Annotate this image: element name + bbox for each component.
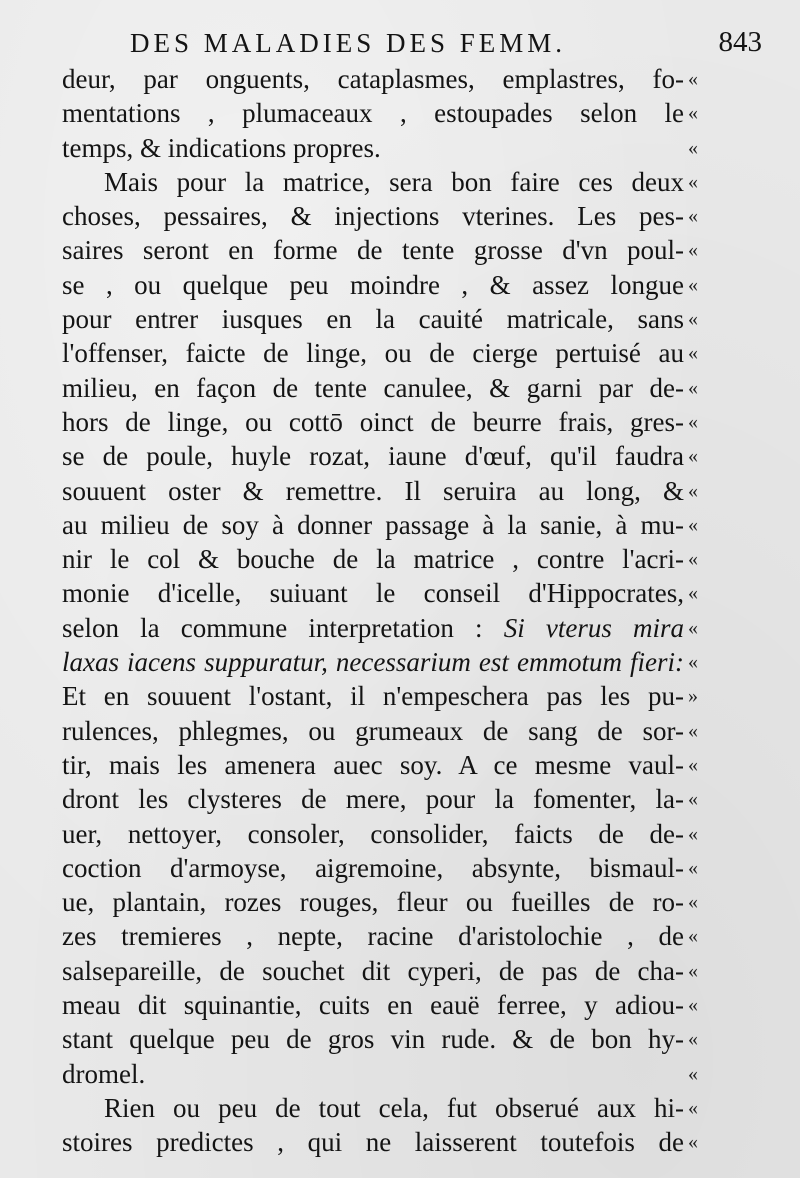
latin-quote-line xyxy=(62,645,684,679)
text-line: se , ou quelque peu moindre , & assez longue xyxy=(62,269,684,300)
text-line: saires seront en forme de tente grosse d'vn poul- xyxy=(62,235,684,266)
quote-mark: « xyxy=(688,719,698,742)
text-line: au milieu de soy à donner passage à la sanie, à mu- xyxy=(62,509,684,540)
quote-mark: « xyxy=(688,856,698,879)
text-line: Et en souuent l'ostant, il n'empeschera pas les pu- xyxy=(62,681,684,712)
latin-quote: Si vterus mira xyxy=(503,612,684,643)
quote-mark: « xyxy=(688,651,698,674)
text-line: salsepareille, de souchet dit cyperi, de pas de cha- xyxy=(62,955,684,986)
quote-mark: « xyxy=(688,788,698,811)
text-line: monie d'icelle, suiuant le conseil d'Hippocrates, xyxy=(62,578,684,609)
body-text xyxy=(62,62,684,1160)
quote-mark: « xyxy=(688,102,698,125)
text-line: dromel. xyxy=(62,1058,146,1089)
quote-mark: « xyxy=(688,136,698,159)
text-line: tir, mais les amenera auec soy. A ce mesme vaul- xyxy=(62,749,684,780)
quote-mark: « xyxy=(688,891,698,914)
paragraph-start-line: Rien ou peu de tout cela, fut obserué aux hi- xyxy=(104,1092,684,1123)
quote-mark: « xyxy=(688,513,698,536)
running-title: DES MALADIES DES FEMM. xyxy=(130,28,567,58)
quote-mark: « xyxy=(688,925,698,948)
text-line: coction d'armoyse, aigremoine, absynte, bismaul- xyxy=(62,852,684,883)
quote-mark: « xyxy=(688,308,698,331)
text-line: se de poule, huyle rozat, iaune d'œuf, qu'il faudra xyxy=(62,441,684,472)
text-line: stoires predictes , qui ne laisserent toutefois de xyxy=(62,1127,684,1158)
quote-mark: « xyxy=(688,170,698,193)
text-line: meau dit squinantie, cuits en eauë ferree, y adiou- xyxy=(62,990,684,1021)
text-line: deur, par onguents, cataplasmes, emplastres, fo- xyxy=(62,64,684,94)
text-line: souuent oster & remettre. Il seruira au long, & xyxy=(62,475,684,506)
quote-mark: « xyxy=(688,753,698,776)
text-line: ue, plantain, rozes rouges, fleur ou fueilles de ro- xyxy=(62,887,684,918)
text-line: mentations , plumaceaux , estoupades selon le xyxy=(62,98,684,129)
quote-mark: « xyxy=(688,1096,698,1119)
margin-quotation-marks xyxy=(688,62,718,1160)
text-line: stant quelque peu de gros vin rude. & de bon hy- xyxy=(62,1024,684,1055)
quote-mark: « xyxy=(688,342,698,365)
text-line: uer, nettoyer, consoler, consolider, faicts de de- xyxy=(62,818,684,849)
quote-mark: « xyxy=(688,239,698,262)
text-line: l'offenser, faicte de linge, ou de cierge pertuisé au xyxy=(62,338,684,369)
latin-quote: laxas iacens suppuratur, necessarium est emmotum fieri: xyxy=(62,647,684,678)
text-line: temps, & indications propres. xyxy=(62,132,381,163)
text-line: nir le col & bouche de la matrice , contre l'acri- xyxy=(62,544,684,575)
quote-mark: « xyxy=(688,616,698,639)
quote-mark: « xyxy=(688,959,698,982)
text-line: rulences, phlegmes, ou grumeaux de sang de sor- xyxy=(62,715,684,746)
quote-mark: « xyxy=(688,1131,698,1154)
quote-mark: « xyxy=(688,410,698,433)
text-line: milieu, en façon de tente canulee, & garni par de- xyxy=(62,372,684,403)
quote-mark: « xyxy=(688,822,698,845)
quote-mark: » xyxy=(688,685,698,708)
text-line: choses, pessaires, & injections vterines. Les pes- xyxy=(62,201,684,232)
quote-mark: « xyxy=(688,994,698,1017)
quote-mark: « xyxy=(688,1028,698,1051)
text-line: dront les clysteres de mere, pour la fomenter, la- xyxy=(62,784,684,815)
quote-mark: « xyxy=(688,273,698,296)
quote-mark: « xyxy=(688,548,698,571)
text-line: pour entrer iusques en la cauité matricale, sans xyxy=(62,304,684,335)
quote-mark: « xyxy=(688,68,698,90)
page-number: 843 xyxy=(718,26,762,58)
text-line-with-latin xyxy=(62,611,684,645)
paragraph-start-line: Mais pour la matrice, sera bon faire ces deux xyxy=(104,166,684,197)
quote-mark: « xyxy=(688,582,698,605)
text-line: zes tremieres , nepte, racine d'aristolochie , de xyxy=(62,921,684,952)
text-segment: selon la commune interpretation : xyxy=(62,612,483,643)
quote-mark: « xyxy=(688,479,698,502)
quote-mark: « xyxy=(688,1062,698,1085)
quote-mark: « xyxy=(688,445,698,468)
quote-mark: « xyxy=(688,205,698,228)
quote-mark: « xyxy=(688,376,698,399)
text-line: hors de linge, ou cottō oinct de beurre frais, gres- xyxy=(62,406,684,437)
